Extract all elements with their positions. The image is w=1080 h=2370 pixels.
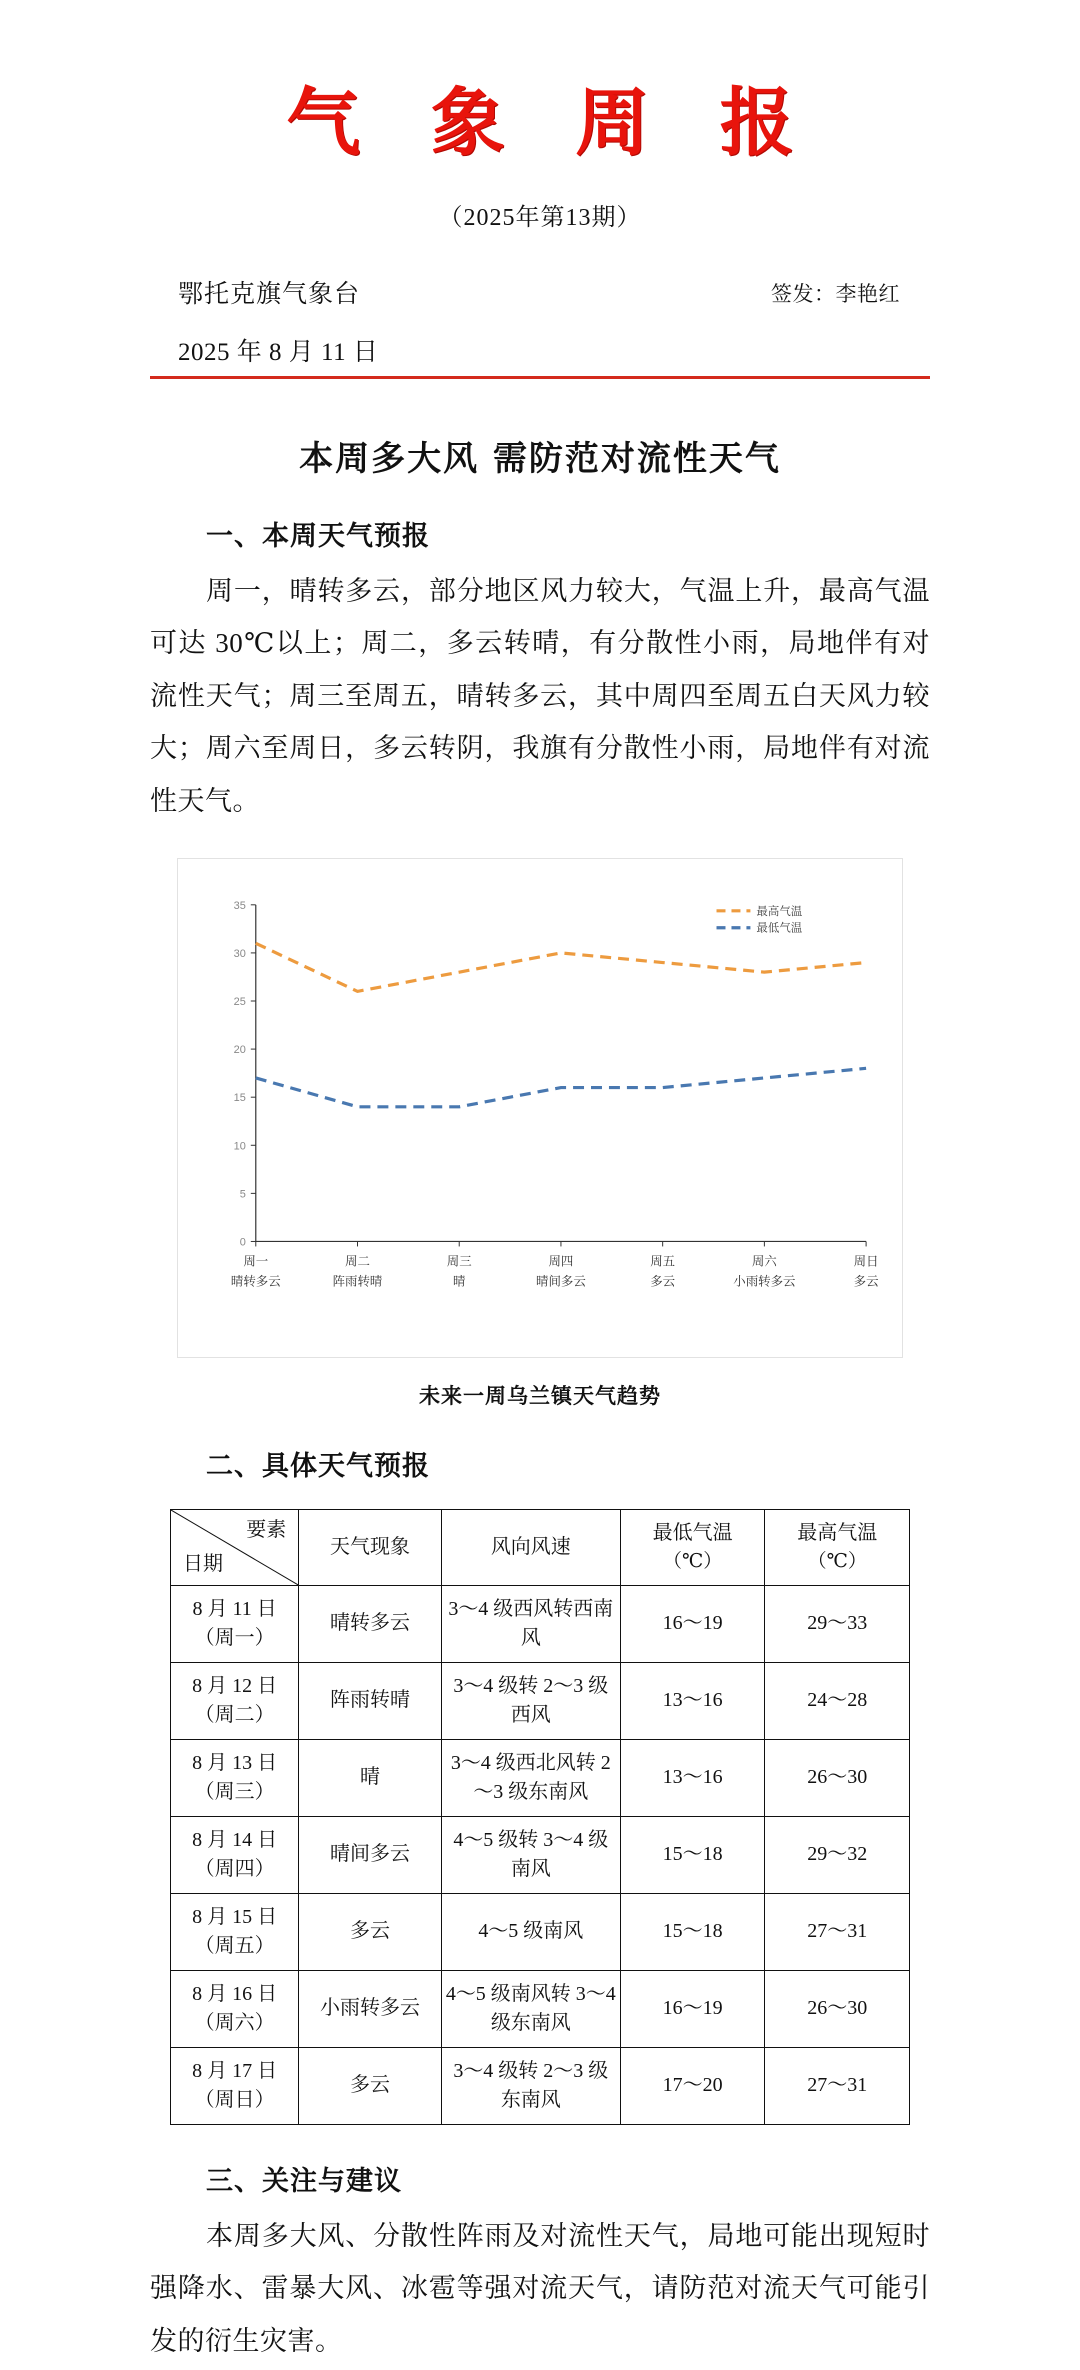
- masthead-title: 气 象 周 报: [286, 83, 820, 165]
- cell-date-line2: （周日）: [194, 2088, 275, 2111]
- cell-max-temp: 29～33: [765, 1585, 910, 1662]
- forecast-table-wrap: [170, 1509, 910, 2125]
- cell-wind: 3～4 级转 2～3 级西风: [441, 1662, 620, 1739]
- cell-phenomenon: 阵雨转晴: [299, 1662, 442, 1739]
- cell-date: [171, 1970, 299, 2047]
- legend-label-max-temp: 最高气温: [756, 903, 803, 918]
- y-tick-label: 35: [233, 899, 246, 912]
- x-tick-label-condition: 阵雨转晴: [332, 1272, 383, 1288]
- cell-phenomenon: 晴: [299, 1739, 442, 1816]
- table-corner-header: [171, 1509, 299, 1585]
- x-tick-label-day: 周二: [345, 1253, 370, 1269]
- cell-wind: 3～4 级转 2～3 级东南风: [441, 2047, 620, 2124]
- cell-date-line1: 8 月 12 日: [192, 1674, 278, 1697]
- cell-max-temp: 27～31: [765, 1893, 910, 1970]
- cell-date-line2: （周五）: [194, 1934, 275, 1957]
- cell-phenomenon: 多云: [299, 2047, 442, 2124]
- page-title: 本周多大风 需防范对流性天气: [299, 438, 781, 479]
- y-tick-label: 30: [233, 947, 246, 960]
- cell-phenomenon: 多云: [299, 1893, 442, 1970]
- cell-date-line1: 8 月 13 日: [192, 1751, 278, 1774]
- x-tick-label-day: 周三: [446, 1253, 472, 1269]
- header-max-temp-unit: （℃）: [807, 1550, 867, 1572]
- table-row: [171, 1816, 910, 1893]
- cell-date-line1: 8 月 17 日: [192, 2059, 278, 2082]
- x-tick-label-day: 周一: [243, 1253, 269, 1269]
- y-tick-label: 0: [239, 1236, 246, 1249]
- issue-date: 2025 年 8 月 11 日: [178, 338, 379, 366]
- masthead-divider: [150, 376, 930, 379]
- header-max-temp-label: 最高气温: [797, 1521, 878, 1544]
- cell-date-line2: （周六）: [194, 2011, 275, 2034]
- header-wind: 风向风速: [441, 1509, 620, 1585]
- cell-min-temp: 15～18: [620, 1893, 765, 1970]
- corner-header-bottom: 日期: [183, 1552, 223, 1575]
- cell-min-temp: 15～18: [620, 1816, 765, 1893]
- x-tick-label-condition: 多云: [853, 1272, 879, 1288]
- cell-date-line1: 8 月 11 日: [192, 1597, 277, 1620]
- corner-header-top: 要素: [246, 1518, 287, 1541]
- table-row: [171, 1585, 910, 1662]
- x-tick-label-condition: 晴间多云: [536, 1272, 586, 1288]
- x-tick-label-condition: 晴: [452, 1272, 466, 1288]
- x-tick-label-day: 周日: [853, 1253, 879, 1269]
- cell-min-temp: 13～16: [620, 1739, 765, 1816]
- x-tick-label-day: 周六: [751, 1253, 777, 1269]
- section-heading-detail: 二、具体天气预报: [206, 1450, 430, 1482]
- section-body-advice: 本周多大风、分散性阵雨及对流性天气，局地可能出现短时强降水、雷暴大风、冰雹等强对流天气，请防范对流天气可能引发的衍生灾害。: [150, 2220, 930, 2356]
- cell-date: [171, 1662, 299, 1739]
- cell-date: [171, 1893, 299, 1970]
- header-phenomenon: 天气现象: [299, 1509, 442, 1585]
- cell-date: [171, 2047, 299, 2124]
- header-min-temp-label: 最低气温: [652, 1521, 733, 1544]
- signer-label: 签发：李艳红: [771, 281, 900, 306]
- chart-caption: 未来一周乌兰镇天气趋势: [419, 1383, 661, 1408]
- y-tick-label: 15: [233, 1091, 246, 1104]
- cell-max-temp: 24～28: [765, 1662, 910, 1739]
- section-heading-forecast: 一、本周天气预报: [206, 520, 430, 552]
- cell-date: [171, 1739, 299, 1816]
- y-tick-label: 10: [233, 1139, 246, 1152]
- cell-date-line2: （周二）: [194, 1703, 275, 1726]
- table-header-row: [171, 1509, 910, 1585]
- cell-date: [171, 1585, 299, 1662]
- cell-max-temp: 29～32: [765, 1816, 910, 1893]
- cell-min-temp: 16～19: [620, 1970, 765, 2047]
- cell-max-temp: 27～31: [765, 2047, 910, 2124]
- cell-max-temp: 26～30: [765, 1739, 910, 1816]
- table-row: [171, 1893, 910, 1970]
- cell-date-line1: 8 月 16 日: [192, 1982, 278, 2005]
- cell-min-temp: 13～16: [620, 1662, 765, 1739]
- legend-label-min-temp: 最低气温: [756, 920, 803, 935]
- masthead-issue-number: （2025年第13期）: [438, 204, 642, 231]
- masthead-row: [150, 274, 930, 310]
- table-row: [171, 2047, 910, 2124]
- issuing-office: 鄂托克旗气象台: [178, 280, 361, 308]
- cell-wind: 3～4 级西风转西南风: [441, 1585, 620, 1662]
- table-row: [171, 1739, 910, 1816]
- cell-date-line2: （周三）: [194, 1780, 275, 1803]
- cell-phenomenon: 晴转多云: [299, 1585, 442, 1662]
- cell-wind: 4～5 级南风转 3～4 级东南风: [441, 1970, 620, 2047]
- temperature-trend-chart: [177, 858, 903, 1358]
- cell-wind: 3～4 级西北风转 2～3 级东南风: [441, 1739, 620, 1816]
- section-body-forecast: 周一，晴转多云，部分地区风力较大，气温上升，最高气温可达 30℃以上；周二，多云转晴，有分散性小雨，局地伴有对流性天气；周三至周五，晴转多云，其中周四至周五白天风力较大；周六至周日，多云转阴，我旗有分散性小雨，局地伴有对流性天气。: [150, 575, 930, 817]
- cell-min-temp: 16～19: [620, 1585, 765, 1662]
- y-tick-label: 20: [233, 1043, 246, 1056]
- header-max-temp: [765, 1509, 910, 1585]
- x-tick-label-day: 周五: [650, 1253, 676, 1269]
- cell-date: [171, 1816, 299, 1893]
- cell-date-line2: （周一）: [194, 1626, 275, 1649]
- y-tick-label: 25: [233, 995, 246, 1008]
- header-min-temp: [620, 1509, 765, 1585]
- x-tick-label-day: 周四: [548, 1253, 574, 1269]
- cell-date-line2: （周四）: [194, 1857, 275, 1880]
- cell-phenomenon: 小雨转多云: [299, 1970, 442, 2047]
- table-row: [171, 1662, 910, 1739]
- table-row: [171, 1970, 910, 2047]
- forecast-table: [170, 1509, 910, 2125]
- cell-wind: 4～5 级转 3～4 级南风: [441, 1816, 620, 1893]
- cell-phenomenon: 晴间多云: [299, 1816, 442, 1893]
- header-min-temp-unit: （℃）: [663, 1550, 723, 1572]
- x-tick-label-condition: 晴转多云: [230, 1272, 281, 1288]
- cell-wind: 4～5 级南风: [441, 1893, 620, 1970]
- chart-series-max-temp: [256, 943, 866, 991]
- y-tick-label: 5: [239, 1188, 246, 1201]
- x-tick-label-condition: 小雨转多云: [733, 1272, 796, 1288]
- cell-date-line1: 8 月 15 日: [192, 1905, 278, 1928]
- chart-series-min-temp: [256, 1068, 866, 1106]
- cell-max-temp: 26～30: [765, 1970, 910, 2047]
- x-tick-label-condition: 多云: [650, 1272, 676, 1288]
- cell-min-temp: 17～20: [620, 2047, 765, 2124]
- chart-svg: [178, 859, 902, 1357]
- cell-date-line1: 8 月 14 日: [192, 1828, 278, 1851]
- section-heading-advice: 三、关注与建议: [206, 2165, 402, 2197]
